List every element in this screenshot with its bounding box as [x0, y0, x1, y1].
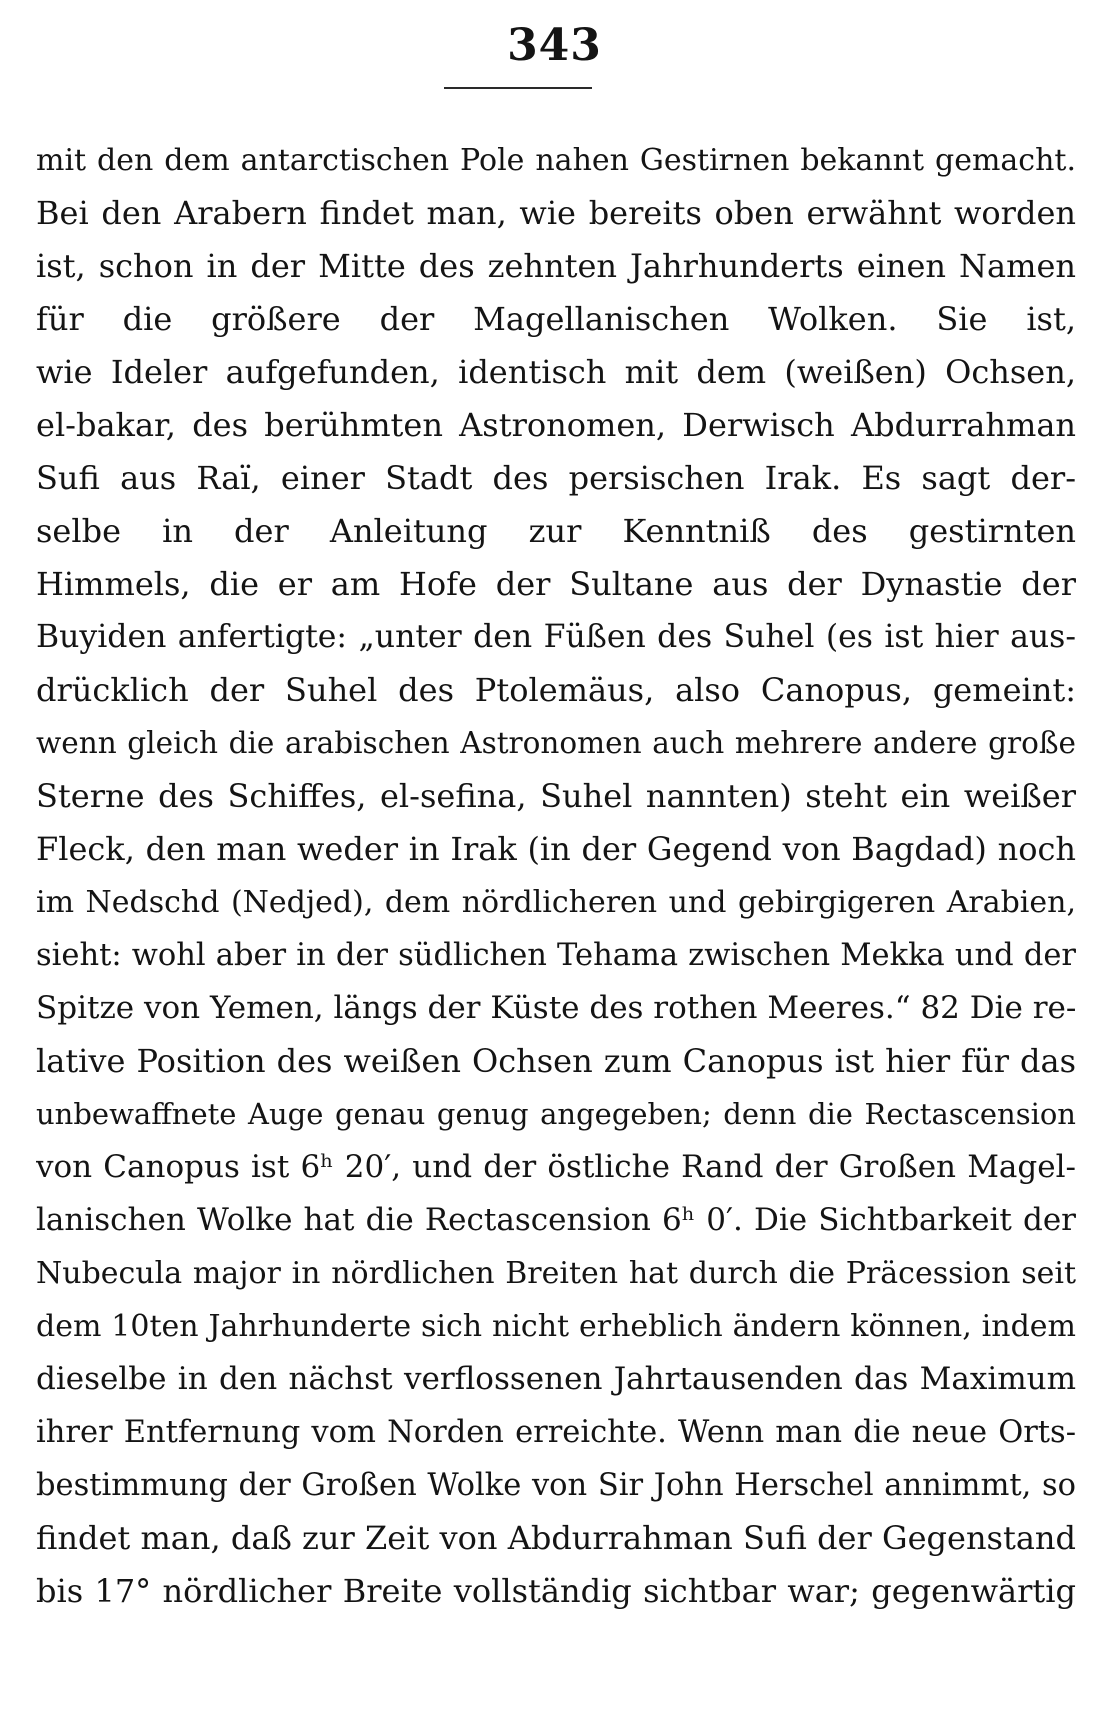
header-rule — [444, 87, 592, 89]
text-line: lanischen Wolke hat die Rectascension 6ʰ 0′. Die Sichtbarkeit der — [36, 1202, 1076, 1238]
text-line: Sufi aus Raï, einer Stadt des persischen Irak. Es sagt der- — [36, 459, 1076, 497]
text-line: Nubecula major in nördlichen Breiten hat durch die Präcession seit — [36, 1256, 1076, 1291]
text-line: wenn gleich die arabischen Astronomen auch mehrere andere große — [36, 726, 1076, 760]
text-line: Fleck, den man weder in Irak (in der Gegend von Bagdad) noch — [36, 830, 1076, 868]
text-line: unbewaffnete Auge genau genug angegeben; denn die Rectascension — [36, 1097, 1076, 1131]
text-line: bestimmung der Großen Wolke von Sir John Herschel annimmt, so — [36, 1468, 1076, 1503]
text-line: el-bakar, des berühmten Astronomen, Derwisch Abdurrahman — [36, 406, 1076, 444]
text-line: Buyiden anfertigte: „unter den Füßen des Suhel (es ist hier aus- — [36, 619, 1076, 655]
text-line: ihrer Entfernung vom Norden erreichte. Wenn man die neue Orts- — [36, 1415, 1076, 1450]
text-line: Himmels, die er am Hofe der Sultane aus der Dynastie der — [36, 565, 1076, 603]
text-line: ist, schon in der Mitte des zehnten Jahrhunderts einen Namen — [36, 247, 1076, 285]
text-line: Spitze von Yemen, längs der Küste des rothen Meeres.“ 82 Die re- — [36, 990, 1076, 1026]
text-line: Sterne des Schiffes, el-sefina, Suhel nannten) steht ein weißer — [36, 777, 1076, 815]
page-number: 343 — [507, 20, 602, 71]
text-line: findet man, daß zur Zeit von Abdurrahman Sufi der Gegenstand — [36, 1519, 1076, 1557]
text-line: wie Ideler aufgefunden, identisch mit dem (weißen) Ochsen, — [36, 353, 1076, 391]
text-line: sieht: wohl aber in der südlichen Tehama zwischen Mekka und der — [36, 938, 1076, 973]
text-line: mit den dem antarctischen Pole nahen Gestirnen bekannt gemacht. — [36, 143, 1076, 178]
text-line: Bei den Arabern findet man, wie bereits oben erwähnt worden — [36, 194, 1076, 232]
text-line: von Canopus ist 6ʰ 20′, und der östliche Rand der Großen Magel- — [36, 1149, 1076, 1185]
text-line: dem 10ten Jahrhunderte sich nicht erheblich ändern können, indem — [36, 1309, 1076, 1344]
text-line: selbe in der Anleitung zur Kenntniß des gestirnten — [36, 512, 1076, 550]
text-line: für die größere der Magellanischen Wolken. Sie ist, — [36, 300, 1076, 338]
text-line: im Nedschd (Nedjed), dem nördlicheren und gebirgigeren Arabien, — [36, 885, 1076, 920]
text-line: lative Position des weißen Ochsen zum Canopus ist hier für das — [36, 1042, 1076, 1080]
text-line: bis 17° nördlicher Breite vollständig sichtbar war; gegenwärtig — [36, 1572, 1076, 1610]
text-line: dieselbe in den nächst verflossenen Jahrtausenden das Maximum — [36, 1361, 1076, 1397]
body-text — [36, 134, 1076, 1618]
text-line: drücklich der Suhel des Ptolemäus, also Canopus, gemeint: — [36, 671, 1076, 709]
